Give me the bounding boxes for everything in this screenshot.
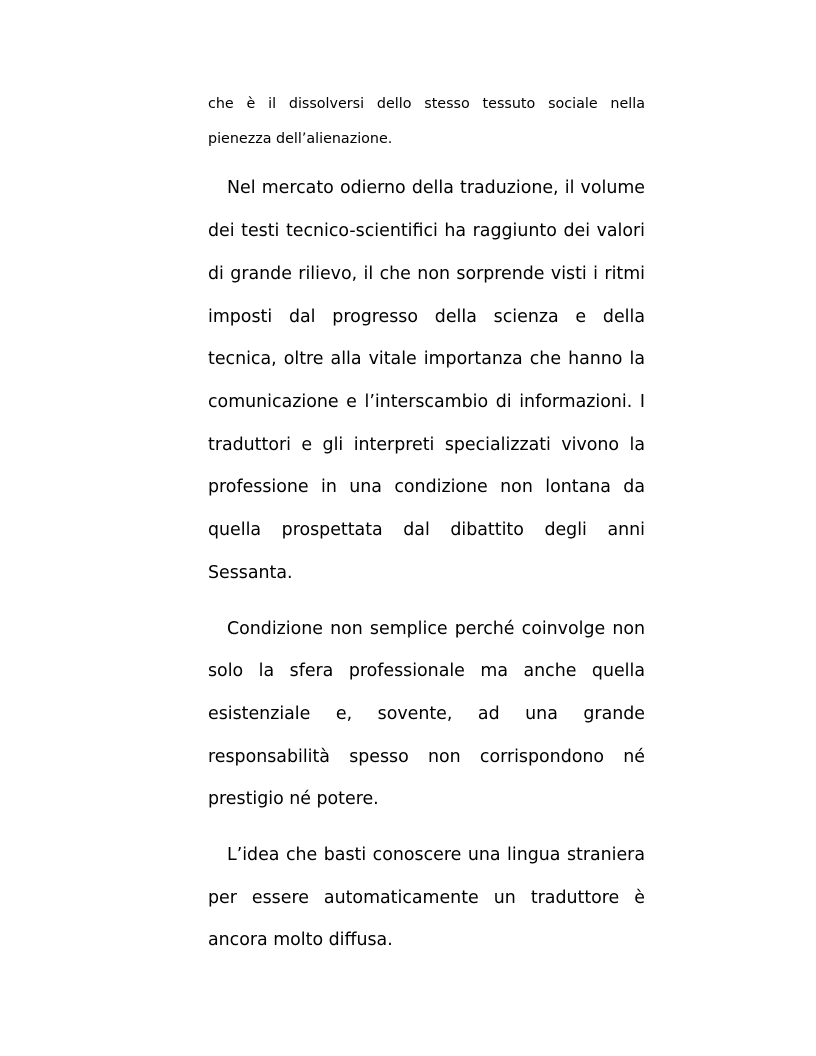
text-line: Condizione non semplice perché coinvolge non (227, 619, 645, 639)
text-line: esistenziale e, sovente, ad una grande (208, 704, 645, 724)
text-line: quella prospettata dal dibattito degli anni (208, 520, 645, 540)
text-line: Sessanta. (208, 563, 293, 583)
text-line: comunicazione e l’interscambio di informazioni. I (208, 392, 645, 412)
text-line: professione in una condizione non lontana da (208, 477, 645, 497)
text-line: L’idea che basti conoscere una lingua straniera (227, 845, 645, 865)
text-line: pienezza dell’alienazione. (208, 131, 393, 147)
text-line: solo la sfera professionale ma anche quella (208, 661, 645, 681)
text-line: Nel mercato odierno della traduzione, il volume (227, 178, 645, 198)
text-line: ancora molto diffusa. (208, 930, 393, 950)
text-line: che è il dissolversi dello stesso tessuto sociale nella (208, 96, 645, 112)
text-line: per essere automaticamente un traduttore è (208, 888, 645, 908)
text-line: di grande rilievo, il che non sorprende visti i ritmi (208, 264, 645, 284)
text-line: tecnica, oltre alla vitale importanza che hanno la (208, 349, 645, 369)
text-line: imposti dal progresso della scienza e della (208, 307, 645, 327)
text-line: prestigio né potere. (208, 789, 379, 809)
text-line: dei testi tecnico-scientifici ha raggiunto dei valori (208, 221, 645, 241)
text-line: traduttori e gli interpreti specializzati vivono la (208, 435, 645, 455)
text-line: responsabilità spesso non corrispondono né (208, 747, 645, 767)
